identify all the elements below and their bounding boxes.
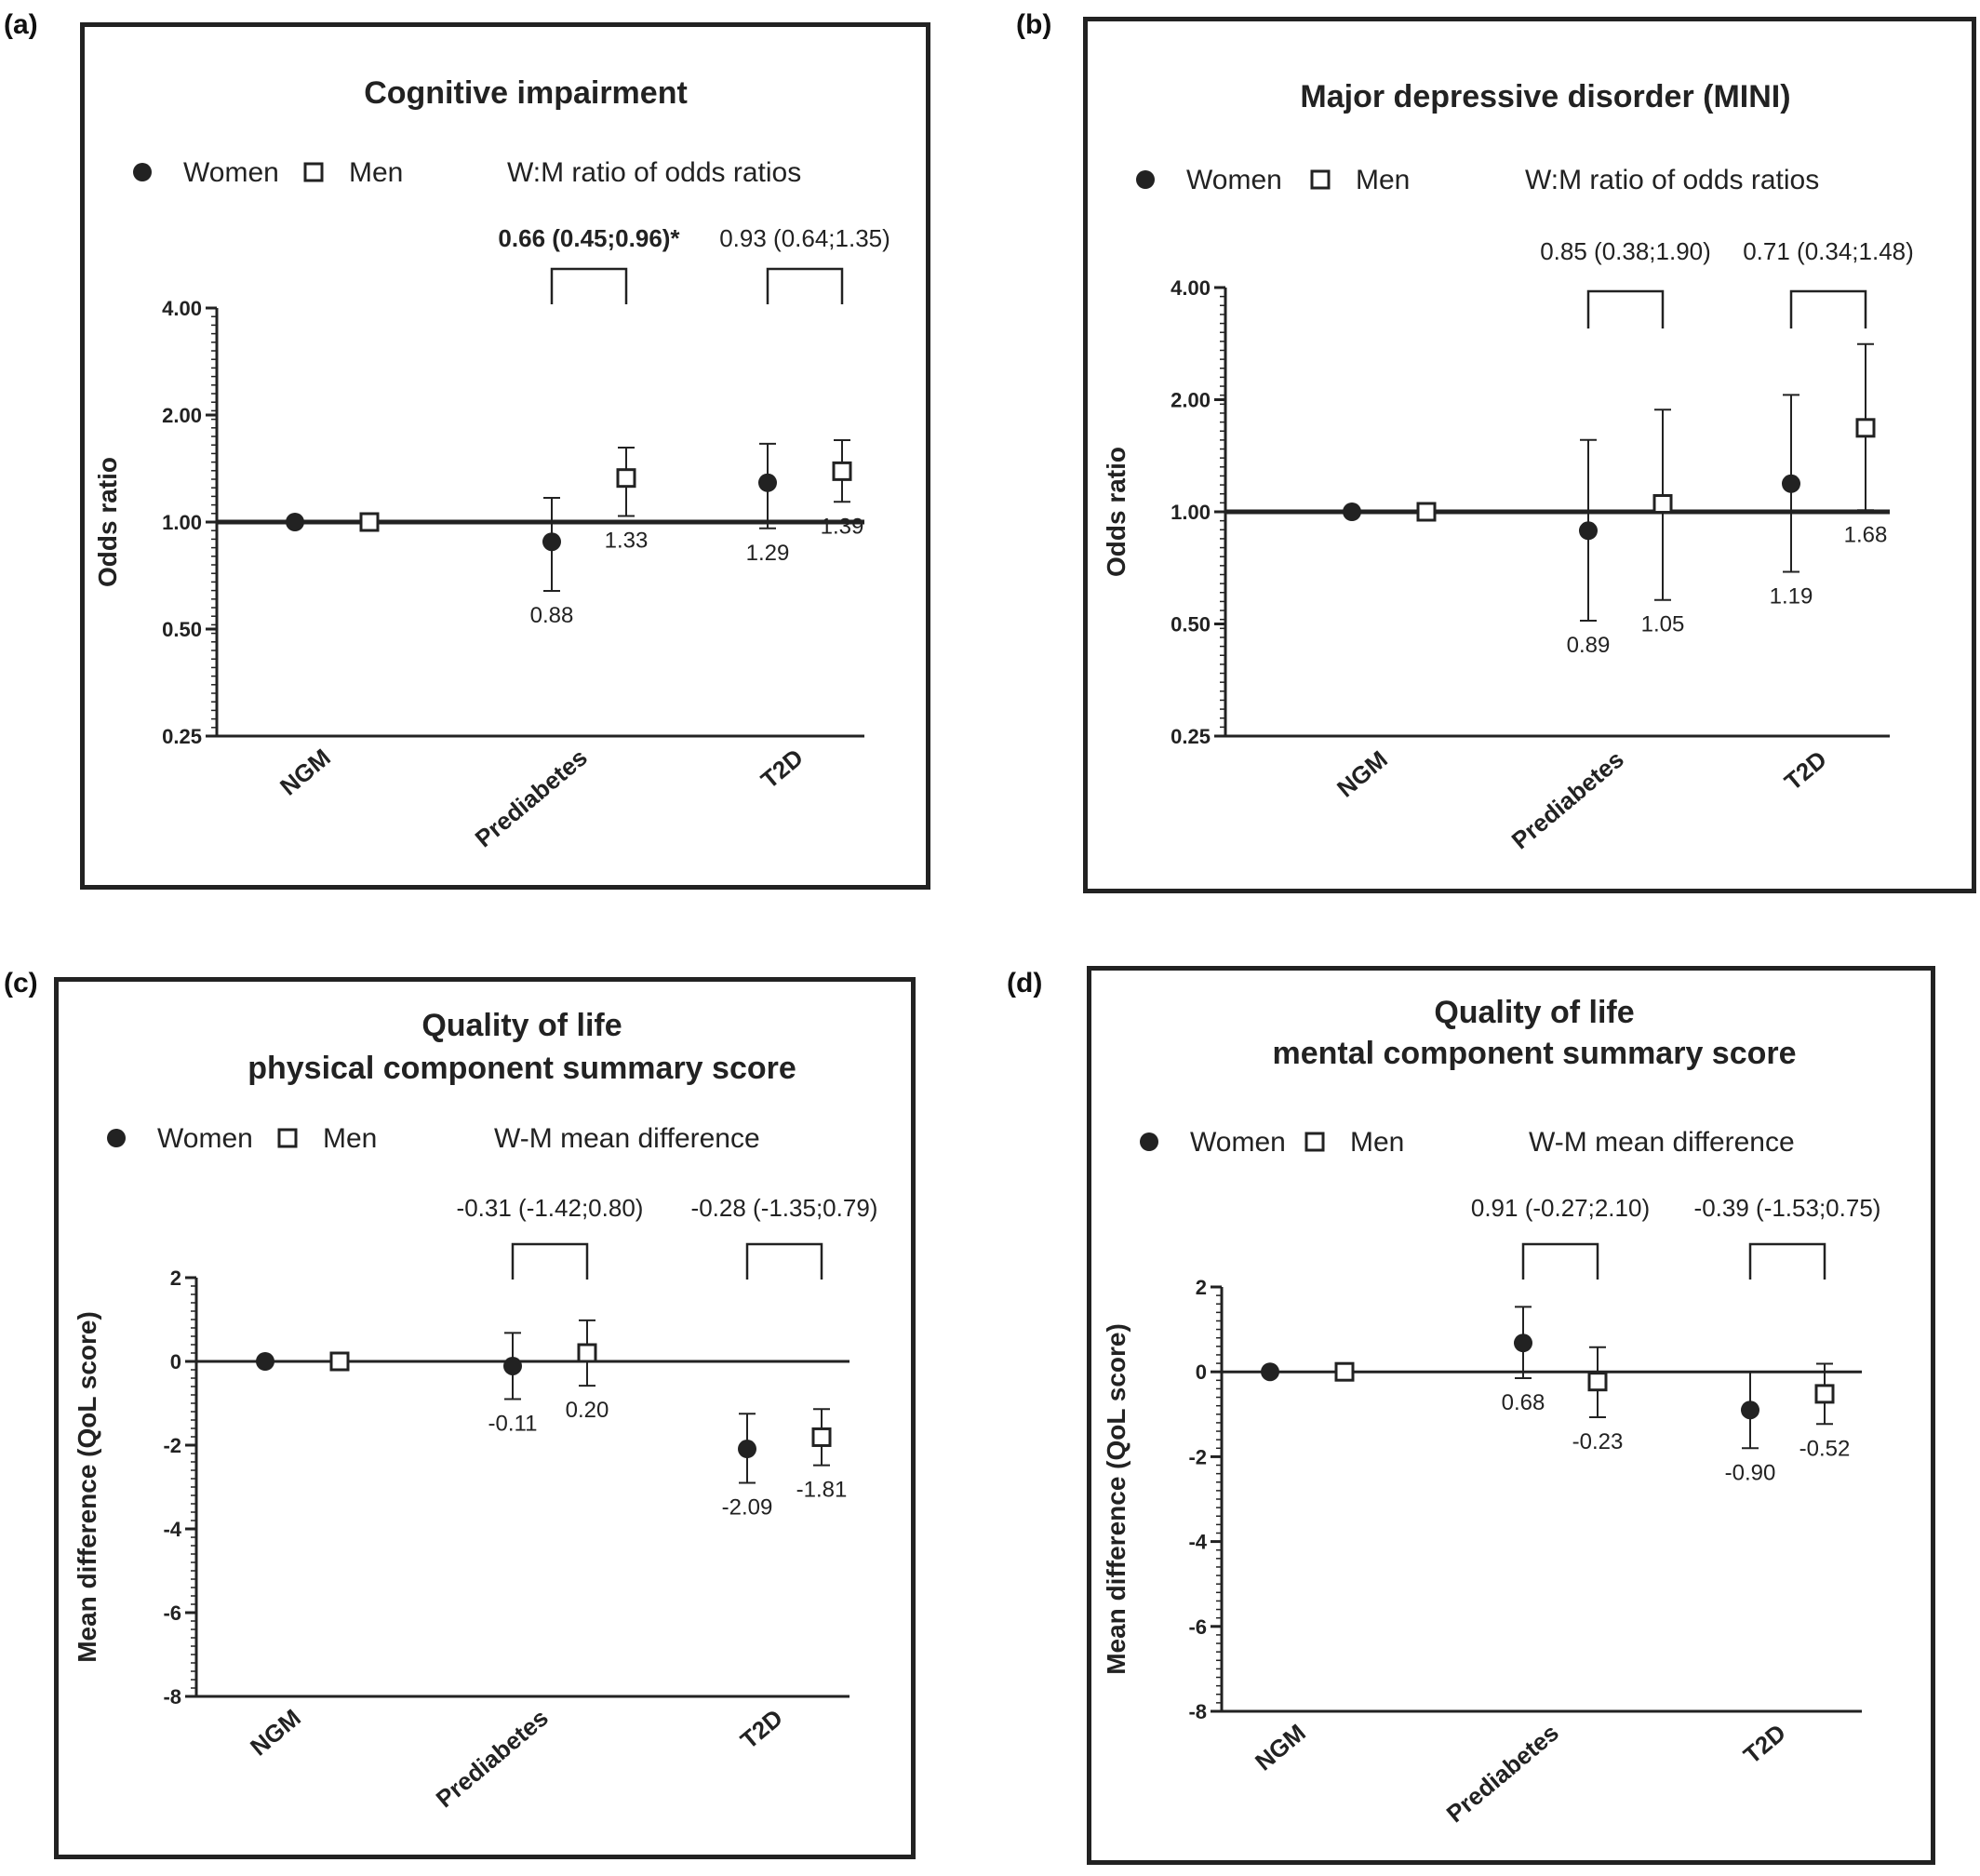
legend-men-marker bbox=[1312, 171, 1329, 188]
y-tick-label: 1.00 bbox=[162, 511, 202, 534]
comparison-value: 0.91 (-0.27;2.10) bbox=[1470, 1194, 1651, 1222]
point-women bbox=[1343, 502, 1361, 521]
point-men bbox=[1418, 503, 1435, 520]
x-category-label: NGM bbox=[274, 743, 336, 801]
data-label-men: 1.05 bbox=[1640, 611, 1685, 637]
point-women bbox=[1514, 1333, 1532, 1352]
legend-comparison-label: W-M mean difference bbox=[494, 1123, 760, 1154]
point-men bbox=[1589, 1374, 1606, 1390]
y-tick-label: -6 bbox=[1188, 1615, 1207, 1639]
point-women bbox=[738, 1440, 756, 1458]
comparison-value: -0.39 (-1.53;0.75) bbox=[1693, 1194, 1881, 1222]
data-label-men: 1.68 bbox=[1843, 522, 1888, 548]
legend-women-marker bbox=[1136, 170, 1155, 189]
legend-men-label: Men bbox=[1350, 1127, 1405, 1158]
data-label-women: 0.88 bbox=[529, 603, 574, 629]
comparison-value: 0.71 (0.34;1.48) bbox=[1743, 237, 1914, 265]
point-men bbox=[618, 470, 635, 487]
legend-men-marker bbox=[1306, 1133, 1323, 1150]
panel-b bbox=[1083, 17, 1976, 893]
legend-women-label: Women bbox=[183, 157, 279, 188]
point-women bbox=[542, 532, 561, 551]
y-tick-label: 4.00 bbox=[1171, 276, 1211, 300]
data-label-women: -0.90 bbox=[1724, 1460, 1776, 1486]
y-axis-label: Odds ratio bbox=[93, 456, 122, 588]
x-category-label: T2D bbox=[1737, 1718, 1791, 1770]
comparison-bracket bbox=[747, 1244, 822, 1280]
data-label-men: 1.39 bbox=[820, 514, 864, 540]
y-tick-label: 0 bbox=[169, 1350, 181, 1374]
x-category-label: NGM bbox=[1250, 1718, 1311, 1776]
point-women bbox=[1782, 475, 1800, 493]
legend-women-label: Women bbox=[1186, 165, 1282, 195]
data-label-women: 1.19 bbox=[1769, 583, 1813, 610]
panel-a bbox=[80, 22, 930, 890]
y-axis-label: Mean difference (QoL score) bbox=[73, 1311, 101, 1663]
point-men bbox=[1857, 420, 1874, 436]
chart-d bbox=[1091, 971, 1931, 1860]
data-label-women: -0.11 bbox=[488, 1411, 538, 1437]
comparison-bracket bbox=[768, 269, 842, 304]
x-category-label: NGM bbox=[245, 1703, 306, 1762]
legend-comparison-label: W:M ratio of odds ratios bbox=[507, 157, 802, 188]
x-category-label: T2D bbox=[734, 1703, 788, 1755]
legend-comparison-label: W:M ratio of odds ratios bbox=[1525, 165, 1820, 195]
y-tick-label: -4 bbox=[1188, 1530, 1207, 1554]
point-women bbox=[1261, 1362, 1279, 1381]
x-category-label: Prediabetes bbox=[1440, 1718, 1564, 1829]
legend-women-marker bbox=[133, 163, 152, 181]
panel-c bbox=[54, 977, 916, 1859]
comparison-bracket bbox=[552, 269, 626, 304]
x-category-label: Prediabetes bbox=[469, 743, 593, 853]
comparison-value: 0.93 (0.64;1.35) bbox=[719, 224, 890, 252]
x-category-label: NGM bbox=[1331, 744, 1393, 803]
point-women bbox=[1741, 1400, 1759, 1419]
chart-b bbox=[1088, 21, 1972, 889]
y-tick-label: 0 bbox=[1195, 1360, 1207, 1385]
legend-men-marker bbox=[305, 164, 322, 181]
comparison-value: -0.31 (-1.42;0.80) bbox=[456, 1194, 644, 1222]
panel-d bbox=[1087, 966, 1935, 1865]
legend-men-label: Men bbox=[349, 157, 404, 188]
x-category-label: Prediabetes bbox=[1505, 744, 1629, 855]
y-tick-label: 4.00 bbox=[162, 297, 202, 320]
data-label-men: 1.33 bbox=[604, 528, 649, 554]
point-men bbox=[1816, 1386, 1833, 1402]
point-men bbox=[813, 1428, 830, 1445]
point-women bbox=[758, 474, 777, 492]
y-tick-label: -2 bbox=[1188, 1445, 1207, 1469]
panel-letter-c: (c) bbox=[4, 968, 38, 998]
panel-letter-a: (a) bbox=[4, 9, 38, 40]
legend-men-label: Men bbox=[323, 1123, 378, 1154]
point-men bbox=[1336, 1363, 1353, 1380]
legend-women-marker bbox=[107, 1129, 126, 1147]
data-label-men: -0.52 bbox=[1799, 1436, 1851, 1462]
x-category-label: Prediabetes bbox=[430, 1703, 554, 1814]
y-tick-label: 1.00 bbox=[1171, 501, 1211, 524]
y-tick-label: 2 bbox=[169, 1266, 181, 1290]
chart-title: physical component summary score bbox=[248, 1051, 796, 1086]
point-women bbox=[256, 1352, 274, 1371]
point-men bbox=[361, 514, 378, 530]
data-label-women: -2.09 bbox=[721, 1494, 773, 1521]
y-tick-label: 0.25 bbox=[1171, 725, 1211, 748]
y-tick-label: -8 bbox=[1188, 1700, 1207, 1723]
chart-title: Quality of life bbox=[1434, 995, 1635, 1030]
point-men bbox=[834, 462, 850, 479]
panel-letter-d: (d) bbox=[1007, 968, 1043, 998]
data-label-men: -1.81 bbox=[796, 1477, 848, 1503]
y-tick-label: 0.25 bbox=[162, 725, 202, 748]
point-women bbox=[286, 513, 304, 531]
point-women bbox=[1579, 521, 1598, 540]
y-tick-label: 0.50 bbox=[1171, 612, 1211, 636]
y-tick-label: 2 bbox=[1195, 1276, 1207, 1299]
comparison-bracket bbox=[1791, 291, 1866, 328]
data-label-women: 0.89 bbox=[1566, 633, 1611, 659]
y-tick-label: 0.50 bbox=[162, 618, 202, 641]
y-tick-label: -2 bbox=[163, 1434, 181, 1457]
y-axis-label: Odds ratio bbox=[1102, 446, 1130, 578]
data-label-men: 0.20 bbox=[565, 1398, 609, 1424]
comparison-bracket bbox=[1588, 291, 1663, 328]
comparison-bracket bbox=[1750, 1244, 1825, 1280]
y-axis-label: Mean difference (QoL score) bbox=[1102, 1323, 1130, 1675]
point-men bbox=[331, 1353, 348, 1370]
legend-women-label: Women bbox=[157, 1123, 253, 1154]
y-tick-label: -4 bbox=[163, 1518, 181, 1541]
chart-title: Major depressive disorder (MINI) bbox=[1300, 79, 1791, 114]
comparison-value: 0.66 (0.45;0.96)* bbox=[498, 224, 680, 252]
y-tick-label: 2.00 bbox=[162, 404, 202, 427]
x-category-label: T2D bbox=[1778, 744, 1832, 797]
comparison-bracket bbox=[513, 1244, 587, 1280]
point-men bbox=[1654, 496, 1671, 513]
legend-comparison-label: W-M mean difference bbox=[1529, 1127, 1795, 1158]
chart-title: Cognitive impairment bbox=[364, 75, 688, 111]
point-men bbox=[579, 1345, 595, 1361]
chart-title: Quality of life bbox=[421, 1008, 622, 1043]
data-label-women: 0.68 bbox=[1501, 1390, 1545, 1416]
legend-men-marker bbox=[279, 1130, 296, 1146]
chart-title: mental component summary score bbox=[1272, 1036, 1797, 1071]
y-tick-label: -6 bbox=[163, 1601, 181, 1625]
y-tick-label: -8 bbox=[163, 1685, 181, 1708]
panel-letter-b: (b) bbox=[1016, 9, 1052, 40]
legend-women-marker bbox=[1140, 1132, 1158, 1151]
data-label-women: 1.29 bbox=[745, 540, 790, 566]
chart-c bbox=[59, 982, 911, 1855]
legend-men-label: Men bbox=[1356, 165, 1411, 195]
comparison-value: -0.28 (-1.35;0.79) bbox=[690, 1194, 878, 1222]
point-women bbox=[503, 1357, 522, 1375]
comparison-bracket bbox=[1523, 1244, 1598, 1280]
data-label-men: -0.23 bbox=[1572, 1428, 1624, 1454]
y-tick-label: 2.00 bbox=[1171, 388, 1211, 412]
comparison-value: 0.85 (0.38;1.90) bbox=[1540, 237, 1711, 265]
chart-a bbox=[85, 27, 926, 885]
legend-women-label: Women bbox=[1190, 1127, 1286, 1158]
x-category-label: T2D bbox=[755, 743, 809, 795]
